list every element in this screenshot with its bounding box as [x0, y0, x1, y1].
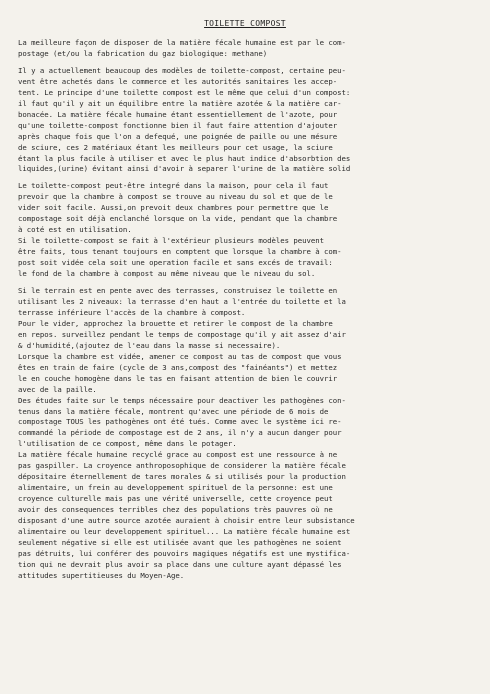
text-line: compostage TOUS les pathogènes ont été tués. Comme avec le système ici re-	[18, 417, 342, 427]
text-line: tion qui ne devrait plus avoir sa place dans une culture ayant dépassé les	[18, 559, 342, 569]
paragraph	[18, 181, 480, 280]
text-line: prevoir que la chambre à compost se trouve au niveau du sol et que de le	[18, 192, 333, 202]
text-line: alimentaire, un frein au developpement spirituel de la personne: est une	[18, 483, 333, 493]
document-body	[18, 38, 480, 588]
text-line: La meilleure façon de disposer de la matière fécale humaine est par le com-	[18, 38, 346, 47]
text-line: La matière fécale humaine recyclé grace au compost est une ressource à ne	[18, 450, 338, 460]
text-line: après chaque fois que l'on a defequé, une poignée de paille ou une mésure	[18, 131, 338, 141]
text-line: de sciure, ces 2 matériaux étant les meilleurs pour cet usage, la sciure	[18, 142, 333, 152]
text-line: avec de la paille.	[18, 384, 97, 394]
text-line: le en couche homogène dans le tas en faisant attention de bien le couvrir	[18, 373, 338, 383]
text-line: être faits, tous tenant toujours en comptent que lorsque la chambre à com-	[18, 247, 342, 257]
text-line: Lorsque la chambre est vidée, amener ce compost au tas de compost que vous	[18, 351, 342, 361]
text-line: terrasse inférieure l'accès de la chambre à compost.	[18, 307, 246, 317]
document-title: TOILETTE COMPOST	[204, 19, 286, 28]
text-line: Si le toilette-compost se fait à l'extérieur plusieurs modèles peuvent	[18, 236, 324, 246]
paragraph	[18, 66, 480, 176]
text-line: Des études faite sur le temps nécessaire pour deactiver les pathogènes con-	[18, 395, 346, 405]
text-line: êtes en train de faire (cycle de 3 ans,compost des "fainéants") et mettez	[18, 362, 338, 372]
text-line: vent être achetés dans le commerce et les autorités sanitaires les accep-	[18, 76, 338, 86]
text-line: en repos. surveillez pendant le temps de compostage qu'il y ait assez d'air	[18, 329, 346, 339]
paragraph	[18, 38, 480, 60]
text-line: il faut qu'il y ait un équilibre entre la matière azotée & la matière car-	[18, 98, 342, 108]
text-line: post soit vidée cela soit une operation facile et sans excés de travail:	[18, 258, 333, 268]
text-line: commandé la période de compostage est de 2 ans, il n'y a aucun danger pour	[18, 428, 342, 438]
text-line: Le toilette-compost peut-être integré dans la maison, pour cela il faut	[18, 181, 329, 191]
text-line: postage (et/ou la fabrication du gaz biologique: methane)	[18, 48, 268, 58]
text-line: croyence culturelle mais pas une vérité universelle, cette croyence peut	[18, 494, 333, 504]
text-line: l'utilisation de ce compost, même dans le potager.	[18, 439, 237, 449]
text-line: compostage soit déjà enclanché lorsque on la vide, pendant que la chambre	[18, 214, 338, 224]
text-line: tenus dans la matière fécale, montrent qu'avec une période de 6 mois de	[18, 406, 329, 416]
text-line: dépositaire éternellement de tares morales & si utilisés pour la production	[18, 472, 346, 482]
paragraph	[18, 286, 480, 582]
text-line: tent. Le principe d'une toilette compost est le même que celui d'un compost:	[18, 87, 351, 97]
text-line: disposant d'une autre source azotée auraient à choisir entre leur subsistance	[18, 516, 355, 526]
text-line: à coté est en utilisation.	[18, 225, 132, 235]
text-line: Il y a actuellement beaucoup des modèles de toilette-compost, certaine peu-	[18, 65, 346, 75]
text-line: pas détruits, lui conférer des pouvoirs magiques négatifs est une mystifica-	[18, 548, 351, 558]
text-line: le fond de la chambre à compost au même niveau que le niveau du sol.	[18, 269, 316, 279]
text-line: & d'humidité,(ajoutez de l'eau dans la masse si necessaire).	[18, 340, 281, 350]
text-line: Pour le vider, approchez la brouette et retirer le compost de la chambre	[18, 318, 333, 328]
text-line: liquides,(urine) évitant ainsi d'avoir à separer l'urine de la matière solid	[18, 164, 351, 174]
text-line: qu'une toilette-compost fonctionne bien il faut faire attention d'ajouter	[18, 120, 338, 130]
text-line: vider soit facile. Aussi,on prevoit deux chambres pour permettre que le	[18, 203, 329, 213]
text-line: Si le terrain est en pente avec des terrasses, construisez le toilette en	[18, 286, 338, 296]
text-line: alimentaire ou leur developpement spirituel... La matière fécale humaine est	[18, 526, 351, 536]
text-line: bonacée. La matière fécale humaine étant essentiellement de l'azote, pour	[18, 109, 338, 119]
text-line: étant la plus facile à utiliser et avec le plus haut indice d'absorbtion des	[18, 153, 351, 163]
text-line: avoir des consequences terribles chez des populations très pauvres où ne	[18, 505, 333, 515]
text-line: utilisant les 2 niveaux: la terrasse d'en haut a l'entrée du toilette et la	[18, 296, 346, 306]
text-line: attitudes supertitieuses du Moyen-Age.	[18, 570, 185, 580]
text-line: seulement négative si elle est utilisée avant que les pathogènes ne soient	[18, 537, 342, 547]
text-line: pas gaspiller. La croyence anthroposophique de considerer la matière fécale	[18, 461, 346, 471]
